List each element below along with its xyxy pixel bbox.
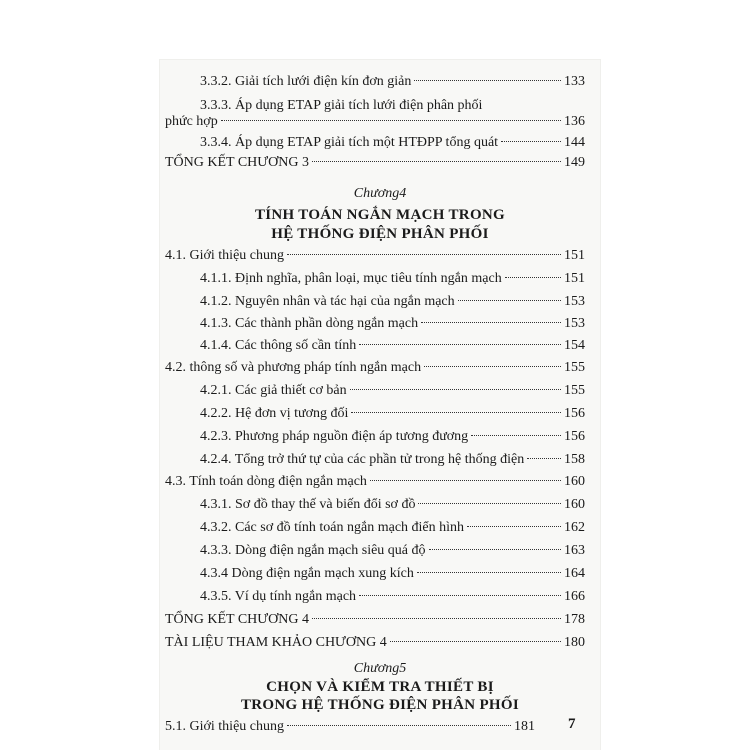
toc-entry-text: 4.2. thông số và phương pháp tính ngắn mạch — [165, 360, 422, 375]
toc-entry — [200, 134, 585, 152]
chapter-label: Chương4 — [353, 186, 407, 201]
toc-entry-page: 160 — [564, 474, 585, 489]
toc-entry-text: 4.1. Giới thiệu chung — [165, 248, 284, 263]
toc-entry-page: 133 — [564, 74, 585, 89]
toc-entry-page: 155 — [564, 383, 585, 398]
toc-entry-text: 4.1.1. Định nghĩa, phân loại, mục tiêu tính ngắn mạch — [200, 271, 502, 286]
chapter-label: Chương5 — [353, 661, 407, 676]
toc-entry — [200, 382, 585, 400]
toc-entry-page: 164 — [564, 566, 585, 581]
toc-entry-page: 144 — [564, 135, 585, 150]
toc-entry — [200, 565, 585, 583]
chapter-title: CHỌN VÀ KIỂM TRA THIẾT BỊ — [266, 679, 494, 695]
toc-entry-continuation — [165, 113, 585, 131]
toc-entry-text: 4.1.3. Các thành phần dòng ngắn mạch — [200, 316, 419, 331]
toc-entry-page: 181 — [514, 719, 535, 734]
toc-entry-text: 5.1. Giới thiệu chung — [165, 719, 284, 734]
toc-entry-page: 178 — [564, 612, 585, 627]
toc-entry — [200, 270, 585, 288]
toc-entry — [165, 154, 585, 172]
toc-entry — [200, 519, 585, 537]
toc-entry-text: 4.1.2. Nguyên nhân và tác hại của ngắn mạch — [200, 294, 455, 309]
toc-entry — [200, 405, 585, 423]
toc-entry-text: 4.3.1. Sơ đồ thay thế và biến đổi sơ đồ — [200, 497, 416, 512]
toc-entry-page: 155 — [564, 360, 585, 375]
toc-entry — [200, 73, 585, 91]
toc-entry-text: 4.3.4 Dòng điện ngắn mạch xung kích — [200, 566, 414, 581]
toc-entry — [200, 542, 585, 560]
toc-entry-page: 149 — [564, 155, 585, 170]
toc-entry-page: 153 — [564, 294, 585, 309]
toc-entry-text: 4.2.4. Tổng trở thứ tự của các phần tử trong hệ thống điện — [200, 452, 525, 467]
toc-entry — [200, 315, 585, 333]
toc-entry-text: TỔNG KẾT CHƯƠNG 4 — [165, 612, 309, 627]
toc-entry-page: 156 — [564, 406, 585, 421]
toc-entry-text: 3.3.4. Áp dụng ETAP giải tích một HTĐPP tổng quát — [200, 135, 499, 150]
toc-entry-text: TỔNG KẾT CHƯƠNG 3 — [165, 155, 309, 170]
toc-entry-text: 4.2.1. Các giả thiết cơ bản — [200, 383, 347, 398]
toc-entry — [200, 451, 585, 469]
toc-entry-page: 162 — [564, 520, 585, 535]
toc-entry-page: 158 — [564, 452, 585, 467]
toc-entry — [200, 588, 585, 606]
toc-entry-page: 151 — [564, 248, 585, 263]
toc-entry-page: 136 — [564, 114, 585, 129]
toc-entry-page: 160 — [564, 497, 585, 512]
toc-entry — [200, 293, 585, 311]
toc-entry — [165, 611, 585, 629]
toc-entry — [165, 718, 535, 736]
chapter-title: TRONG HỆ THỐNG ĐIỆN PHÂN PHỐI — [240, 697, 520, 713]
toc-entry-text: phức hợp — [165, 114, 218, 129]
toc-entry-text: 4.3.2. Các sơ đồ tính toán ngắn mạch điển hình — [200, 520, 465, 535]
toc-entry-page: 151 — [564, 271, 585, 286]
toc-entry — [200, 428, 585, 446]
toc-entry — [165, 473, 585, 491]
toc-entry-page: 163 — [564, 543, 585, 558]
chapter-title: TÍNH TOÁN NGẮN MẠCH TRONG — [254, 207, 506, 223]
toc-entry-page: 153 — [564, 316, 585, 331]
toc-entry — [200, 337, 585, 355]
toc-entry-page: 154 — [564, 338, 585, 353]
toc-entry — [200, 496, 585, 514]
toc-entry — [165, 634, 585, 652]
page-number: 7 — [568, 716, 576, 732]
chapter-title: HỆ THỐNG ĐIỆN PHÂN PHỐI — [271, 226, 489, 242]
toc-entry-text: TÀI LIỆU THAM KHẢO CHƯƠNG 4 — [165, 635, 387, 650]
toc-entry-text: 4.1.4. Các thông số cần tính — [200, 338, 357, 353]
toc-entry — [165, 247, 585, 265]
toc-entry-text: 4.2.3. Phương pháp nguồn điện áp tương đương — [200, 429, 469, 444]
toc-entry-text: 3.3.3. Áp dụng ETAP giải tích lưới điện phân phối — [200, 98, 483, 113]
toc-entry-page: 156 — [564, 429, 585, 444]
toc-entry-page: 166 — [564, 589, 585, 604]
toc-entry-text: 3.3.2. Giải tích lưới điện kín đơn giản — [200, 74, 412, 89]
toc-entry-text: 4.3. Tính toán dòng điện ngắn mạch — [165, 474, 367, 489]
toc-entry-text: 4.2.2. Hệ đơn vị tương đối — [200, 406, 349, 421]
toc-entry-page: 180 — [564, 635, 585, 650]
toc-entry-text: 4.3.3. Dòng điện ngắn mạch siêu quá độ — [200, 543, 426, 558]
toc-entry-text: 4.3.5. Ví dụ tính ngắn mạch — [200, 589, 357, 604]
toc-entry — [165, 359, 585, 377]
